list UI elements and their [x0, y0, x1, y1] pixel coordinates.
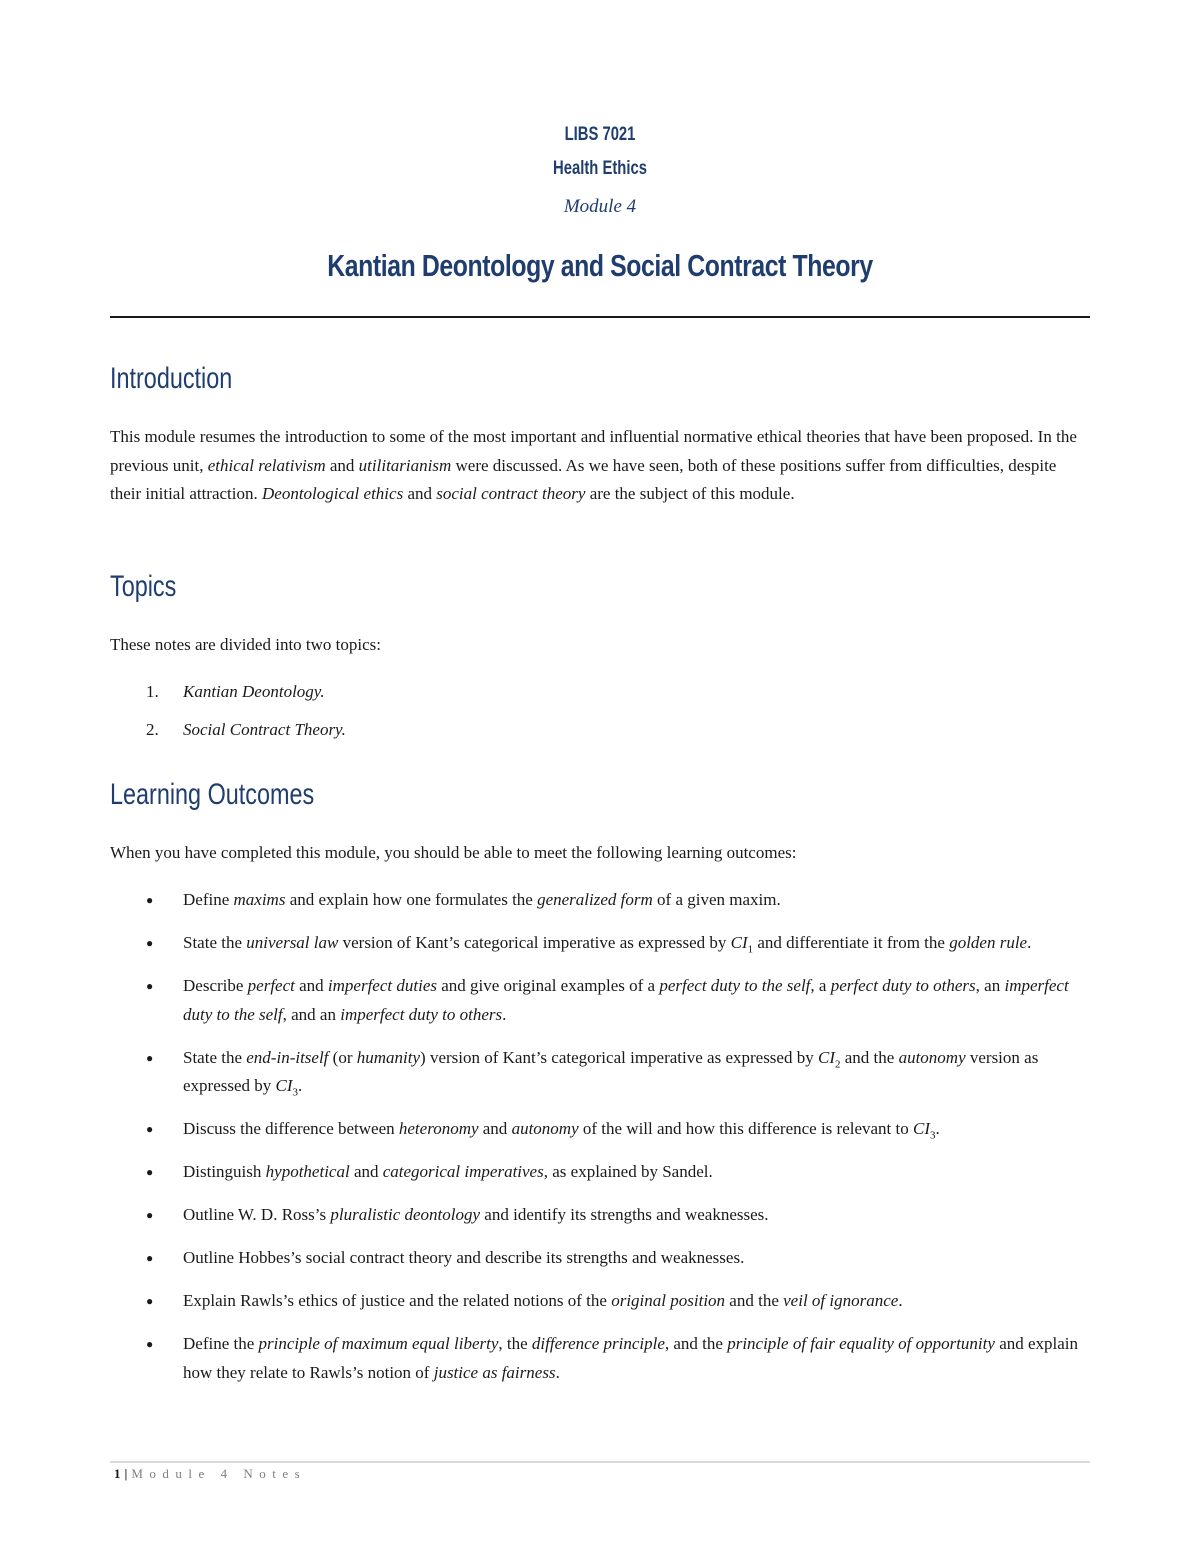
- learning-outcomes-intro: When you have completed this module, you should be able to meet the following learning outcomes:: [110, 843, 797, 862]
- course-name: Health Ethics: [553, 158, 647, 179]
- document-title: Kantian Deontology and Social Contract Theory: [327, 248, 873, 283]
- bullet-icon: ●: [146, 1294, 154, 1308]
- course-code: LIBS 7021: [564, 124, 636, 145]
- outcome-item: ● Explain Rawls’s ethics of justice and the related notions of the original position and the veil of ignorance.: [110, 1287, 1090, 1316]
- bullet-icon: ●: [146, 1208, 154, 1222]
- footer-divider: [110, 1461, 1090, 1463]
- outcome-item: ● State the end-in-itself (or humanity) version of Kant’s categorical imperative as expressed by $CI_2$ and the autonomy version as expressed by $CI_3$.: [110, 1044, 1090, 1101]
- bullet-icon: ●: [146, 1337, 154, 1351]
- introduction-paragraph: This module resumes the introduction to some of the most important and influential normative ethical theories that have been proposed. In the previous unit, ethical relativism and utilitarianism were discussed. As we have seen, both of these positions suffer from difficulties, despite their initial attraction. Deontological ethics and social contract theory are the subject of this module.: [110, 427, 1077, 503]
- topic-item: 2. Social Contract Theory.: [146, 719, 346, 739]
- topics-heading: Topics: [110, 570, 177, 603]
- footer-separator: |: [124, 1466, 128, 1481]
- footer-text: Module 4 Notes: [131, 1466, 307, 1481]
- outcome-item: ● Describe perfect and imperfect duties and give original examples of a perfect duty to the self, a perfect duty to others, an imperfect duty to the self, and an imperfect duty to others.: [110, 972, 1090, 1029]
- learning-outcomes-list: [110, 886, 1090, 1402]
- bullet-icon: ●: [146, 1122, 154, 1136]
- title-divider: [110, 316, 1090, 318]
- introduction-heading: Introduction: [110, 362, 233, 395]
- topic-item: 1. Kantian Deontology.: [146, 682, 325, 701]
- bullet-icon: ●: [146, 1050, 154, 1065]
- outcome-item: ● Define the principle of maximum equal liberty, the difference principle, and the principle of fair equality of opportunity and explain how they relate to Rawls’s notion of justice as fairness.: [110, 1330, 1090, 1387]
- outcome-item: ● Distinguish hypothetical and categorical imperatives, as explained by Sandel.: [110, 1158, 1090, 1187]
- outcome-item: ● Define maxims and explain how one formulates the generalized form of a given maxim.: [110, 886, 1090, 915]
- bullet-icon: ●: [146, 1165, 154, 1179]
- outcome-item: ● Outline W. D. Ross’s pluralistic deontology and identify its strengths and weaknesses.: [110, 1201, 1090, 1230]
- outcome-item: ● State the universal law version of Kant’s categorical imperative as expressed by $CI_1$ and differentiate it from the golden rule.: [110, 929, 1090, 958]
- bullet-icon: ●: [146, 1251, 154, 1265]
- outcome-item: ● Discuss the difference between heteronomy and autonomy of the will and how this difference is relevant to $CI_3$.: [110, 1115, 1090, 1144]
- topics-intro: These notes are divided into two topics:: [110, 635, 381, 654]
- page-footer: [114, 1466, 306, 1482]
- page-number: 1: [114, 1466, 121, 1481]
- bullet-icon: ●: [146, 979, 154, 993]
- bullet-icon: ●: [146, 936, 154, 950]
- outcome-item: ● Outline Hobbes’s social contract theory and describe its strengths and weaknesses.: [110, 1244, 1090, 1273]
- topics-list: [110, 678, 1090, 753]
- module-label: Module 4: [563, 196, 637, 217]
- learning-outcomes-heading: Learning Outcomes: [110, 778, 315, 811]
- bullet-icon: ●: [146, 893, 154, 907]
